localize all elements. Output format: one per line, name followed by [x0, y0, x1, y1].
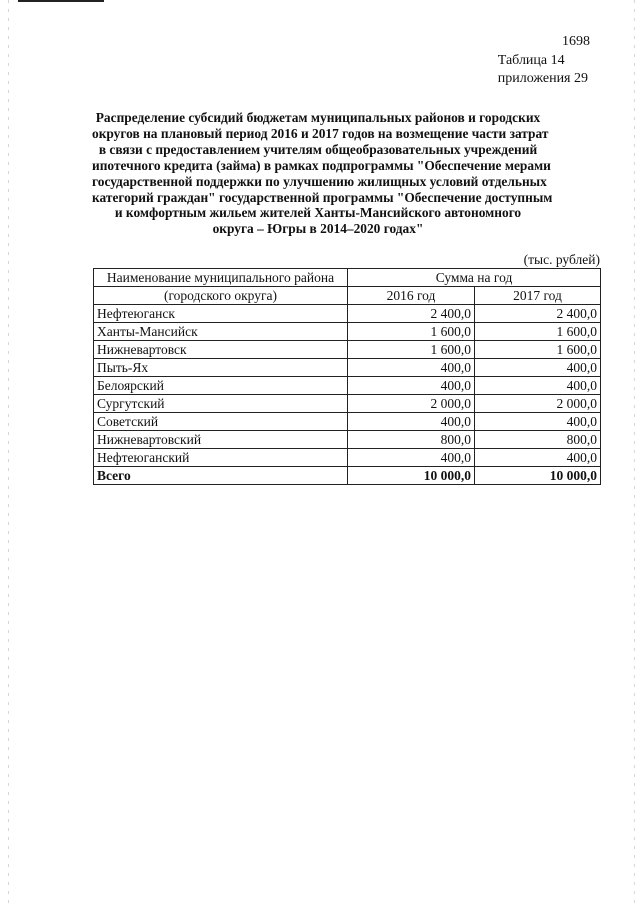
value-2017: 1 600,0 [475, 341, 601, 359]
header-year-2016: 2016 год [348, 287, 475, 305]
value-2016: 2 400,0 [348, 305, 475, 323]
table-row [94, 359, 601, 377]
title-line: в связи с предоставлением учителям общеобразовательных учреждений [98, 141, 538, 157]
table-row [94, 305, 601, 323]
title-line: категорий граждан" государственной программы "Обеспечение доступным [92, 189, 553, 205]
total-row [94, 467, 601, 485]
header-row [94, 287, 601, 305]
table-row [94, 395, 601, 413]
header-row [94, 269, 601, 287]
table-ref-line2: приложения 29 [497, 71, 588, 86]
value-2017: 400,0 [475, 359, 601, 377]
header-name-line1: Наименование муниципального района [94, 269, 348, 287]
table-ref-line1: Таблица 14 [497, 53, 565, 68]
scan-top-mark [18, 0, 104, 2]
district-name: Нефтеюганск [94, 305, 348, 323]
value-2017: 400,0 [475, 377, 601, 395]
value-2017: 2 400,0 [475, 305, 601, 323]
value-2017: 2 000,0 [475, 395, 601, 413]
title-line: государственной поддержки по улучшению жилищных условий отдельных [92, 173, 547, 189]
header-name-line2: (городского округа) [94, 287, 348, 305]
title-line: ипотечного кредита (займа) в рамках подпрограммы "Обеспечение мерами [92, 157, 551, 173]
value-2017: 400,0 [475, 413, 601, 431]
scan-edge-left [8, 0, 9, 905]
value-2016: 400,0 [348, 377, 475, 395]
table-row [94, 449, 601, 467]
district-name: Нижневартовск [94, 341, 348, 359]
district-name: Пыть-Ях [94, 359, 348, 377]
value-2017: 1 600,0 [475, 323, 601, 341]
table-row [94, 341, 601, 359]
total-2016: 10 000,0 [348, 467, 475, 485]
value-2016: 400,0 [348, 359, 475, 377]
value-2017: 400,0 [475, 449, 601, 467]
value-2016: 400,0 [348, 449, 475, 467]
subsidy-table [93, 268, 601, 485]
table-row [94, 413, 601, 431]
table-row [94, 323, 601, 341]
value-2016: 1 600,0 [348, 323, 475, 341]
value-2016: 2 000,0 [348, 395, 475, 413]
district-name: Советский [94, 413, 348, 431]
value-2016: 1 600,0 [348, 341, 475, 359]
total-2017: 10 000,0 [475, 467, 601, 485]
district-name: Нижневартовский [94, 431, 348, 449]
table-reference [498, 52, 588, 88]
table-row [94, 431, 601, 449]
district-name: Белоярский [94, 377, 348, 395]
value-2016: 800,0 [348, 431, 475, 449]
value-2016: 400,0 [348, 413, 475, 431]
district-name: Ханты-Мансийск [94, 323, 348, 341]
title-line: округа – Югры в 2014–2020 годах" [212, 221, 424, 237]
document-title [92, 110, 553, 237]
title-line: и комфортным жильем жителей Ханты-Мансийского автономного [114, 205, 522, 221]
title-line: Распределение субсидий бюджетам муниципальных районов и городских [95, 110, 541, 125]
header-sum: Сумма на год [348, 269, 601, 287]
scan-edge-right [634, 0, 635, 905]
units-label: (тыс. рублей) [523, 252, 600, 267]
total-label: Всего [94, 467, 348, 485]
district-name: Сургутский [94, 395, 348, 413]
district-name: Нефтеюганский [94, 449, 348, 467]
table-row [94, 377, 601, 395]
title-line: округов на плановый период 2016 и 2017 годов на возмещение части затрат [92, 125, 549, 141]
value-2017: 800,0 [475, 431, 601, 449]
header-year-2017: 2017 год [475, 287, 601, 305]
page-number: 1698 [562, 34, 590, 49]
